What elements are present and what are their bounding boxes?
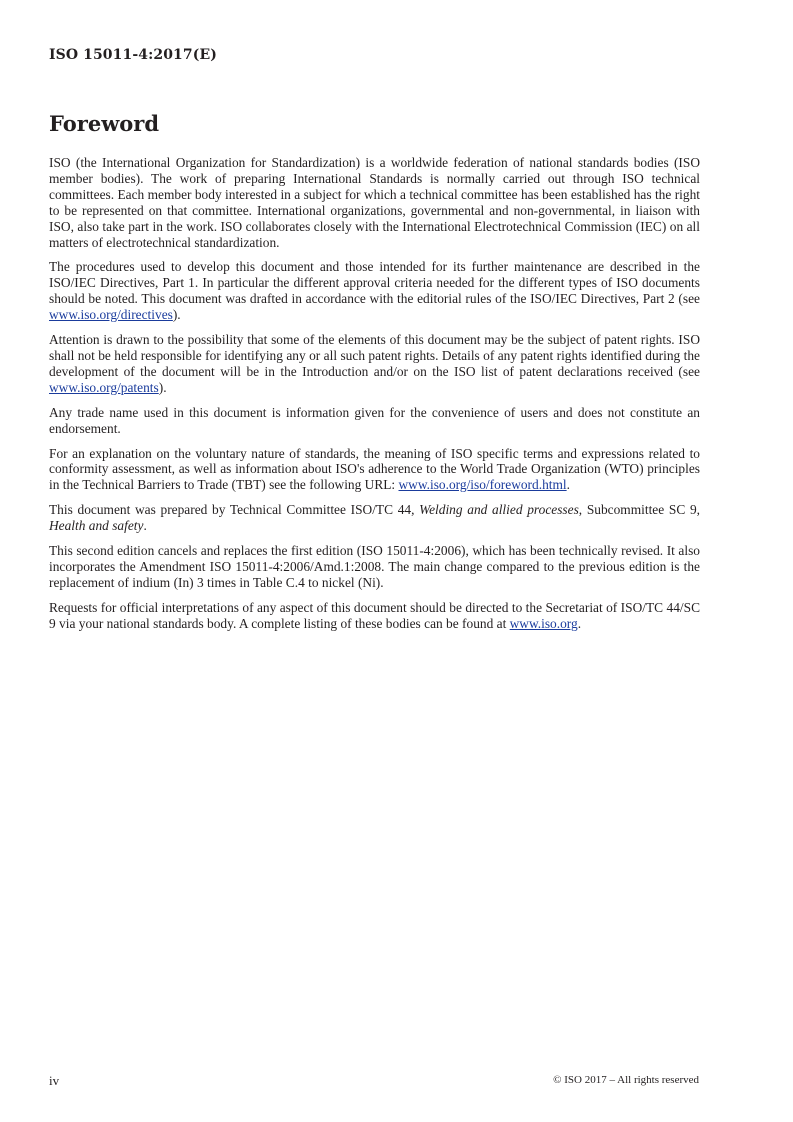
paragraph-text-end: . xyxy=(577,615,582,631)
directives-link[interactable]: www.iso.org/directives xyxy=(49,307,173,323)
paragraph-trade-name: Any trade name used in this document is information given for the convenience of users and does not constitute an endorsement. xyxy=(49,404,700,436)
paragraph-text-mid: , Subcommittee SC 9, xyxy=(578,502,700,518)
patents-link[interactable]: www.iso.org/patents xyxy=(49,379,159,395)
paragraph-text: Requests for official interpretations of any aspect of this document should be directed to the Secretariat of ISO/TC 44/SC 9 via your national standards body. A complete listing of these bodies can be found at xyxy=(49,599,700,631)
page-number: iv xyxy=(49,1073,60,1088)
committee-title: Welding and allied processes xyxy=(419,502,579,518)
paragraph-text: Attention is drawn to the possibility that some of the elements of this document may be the subject of patent rights. ISO shall not be held responsible for identifying any or all such patent rights. Details of any patent rights identified during the development of the document will be in the Introduction and/or on the ISO list of patent declarations received (see xyxy=(49,332,700,379)
paragraph-edition: This second edition cancels and replaces the first edition (ISO 15011-4:2006), which has been technically revised. It also incorporates the Amendment ISO 15011-4:2006/Amd.1:2008. The main change compared to the previous edition is the replacement of indium (In) 3 times in Table C.4 to nickel (Ni). xyxy=(49,543,700,590)
paragraph-procedures xyxy=(49,259,700,323)
foreword-link[interactable]: www.iso.org/iso/foreword.html xyxy=(398,477,567,493)
paragraph-committee xyxy=(49,502,700,534)
paragraph-text: This document was prepared by Technical Committee ISO/TC 44, xyxy=(49,502,420,518)
iso-org-link[interactable]: www.iso.org xyxy=(509,615,578,631)
copyright-notice: © ISO 2017 – All rights reserved xyxy=(553,1074,699,1086)
paragraph-text: The procedures used to develop this document and those intended for its further maintenance are described in the ISO/IEC Directives, Part 1. In particular the different approval criteria needed for the different types of ISO documents should be noted. This document was drafted in accordance with the editorial rules of the ISO/IEC Directives, Part 2 (see xyxy=(49,259,700,307)
subcommittee-title: Health and safety xyxy=(49,518,144,534)
paragraph-interpretations xyxy=(49,600,700,632)
paragraph-text-end: . xyxy=(566,477,570,493)
paragraph-text-end: ). xyxy=(172,307,181,323)
paragraph-voluntary-nature xyxy=(49,446,700,494)
paragraph-iso-intro: ISO (the International Organization for Standardization) is a worldwide federation of national standards bodies (ISO member bodies). The work of preparing International Standards is normally carried out through ISO technical committees. Each member body interested in a subject for which a technical committee has been established has the right to be represented on that committee. International organizations, governmental and non-governmental, in liaison with ISO, also take part in the work. ISO collaborates closely with the International Electrotechnical Commission (IEC) on all matters of electrotechnical standardization. xyxy=(49,155,700,250)
document-identifier: ISO 15011-4:2017(E) xyxy=(49,47,217,63)
paragraph-text-end: ). xyxy=(158,379,167,395)
section-title: Foreword xyxy=(49,111,160,136)
paragraph-text-end: . xyxy=(143,518,147,534)
paragraph-text: For an explanation on the voluntary nature of standards, the meaning of ISO specific terms and expressions related to conformity assessment, as well as information about ISO's adherence to the World Trade Organization (WTO) principles in the Technical Barriers to Trade (TBT) see the following URL: xyxy=(49,445,700,493)
paragraph-patents xyxy=(49,332,700,396)
foreword-body xyxy=(49,155,700,641)
